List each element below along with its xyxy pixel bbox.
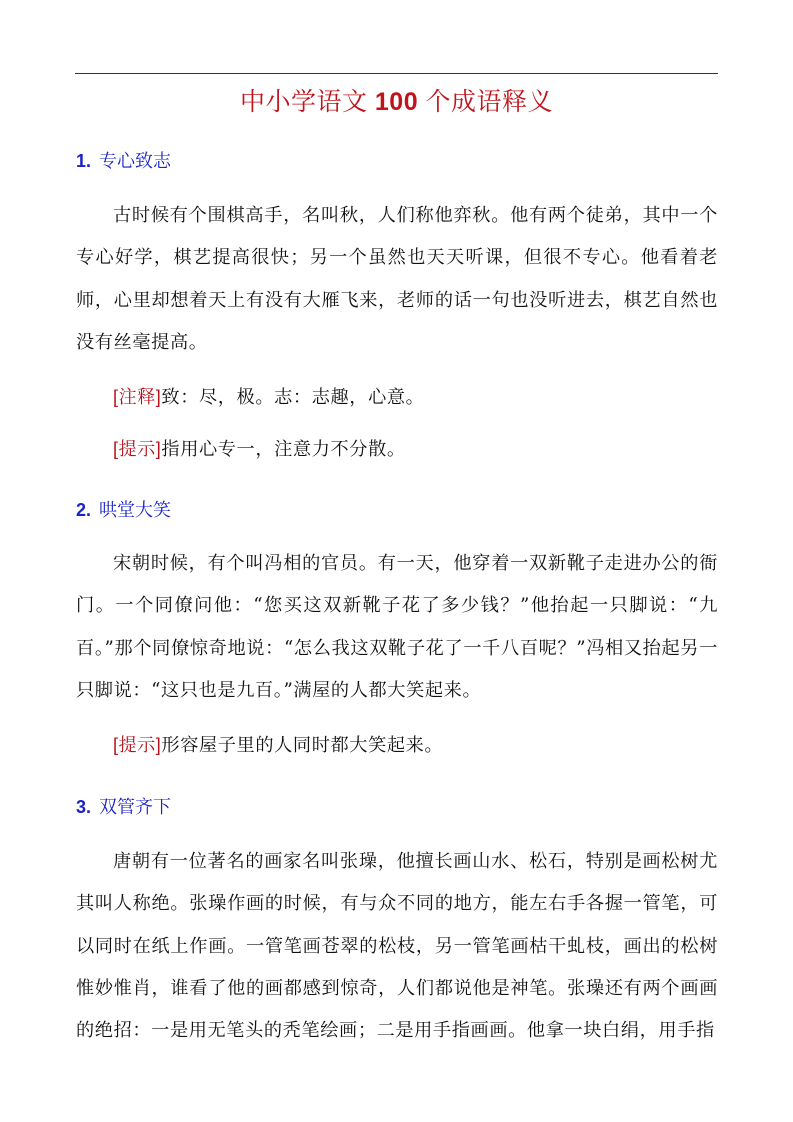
- section-story-3: 唐朝有一位著名的画家名叫张璪，他擅长画山水、松石，特别是画松树尤其叫人称绝。张璪作画的时候，有与众不同的地方，能左右手各握一管笔，可以同时在纸上作画。一管笔画苍翠的松枝，另一管笔画枯干虬枝，画出的松树惟妙惟肖，谁看了他的画都感到惊奇，人们都说他是神笔。张璪还有两个画画的绝招：一是用无笔头的秃笔绘画；二是用手指画画。他拿一块白绢，用手指: [76, 851, 718, 1042]
- section-number: 2.: [76, 500, 92, 520]
- section-note-1-2: [113, 435, 406, 461]
- section-heading-2: [76, 496, 171, 522]
- section-title: 双管齐下: [99, 797, 172, 817]
- note-tag: [注释]: [113, 387, 162, 407]
- note-tag: [提示]: [113, 735, 162, 755]
- note-text: 形容屋子里的人同时都大笑起来。: [161, 735, 444, 756]
- note-text: 指用心专一，注意力不分散。: [161, 439, 406, 460]
- section-heading-1: [76, 147, 171, 173]
- section-note-2-1: [113, 731, 443, 757]
- title-number: 100: [374, 88, 419, 116]
- note-text: 致：尽，极。志：志趣，心意。: [161, 387, 425, 408]
- note-tag: [提示]: [113, 439, 162, 459]
- section-number: 1.: [76, 151, 92, 171]
- section-story-2: 宋朝时候，有个叫冯相的官员。有一天，他穿着一双新靴子走进办公的衙门。一个同僚问他：“您买这双新靴子花了多少钱？”他抬起一只脚说：“九百。”那个同僚惊奇地说：“怎么我这双靴子花了一千八百呢？”冯相又抬起另一只脚说：“这只也是九百。”满屋的人都大笑起来。: [76, 553, 718, 701]
- section-number: 3.: [76, 797, 92, 817]
- section-story-1: 古时候有个围棋高手，名叫秋，人们称他弈秋。他有两个徒弟，其中一个专心好学，棋艺提高很快；另一个虽然也天天听课，但很不专心。他看着老师，心里却想着天上有没有大雁飞来，老师的话一句也没听进去，棋艺自然也没有丝毫提高。: [76, 205, 718, 353]
- title-suffix: 个成语释义: [418, 88, 554, 116]
- document-title: [0, 82, 793, 118]
- title-prefix: 中小学语文: [239, 88, 375, 116]
- header-rule: [75, 73, 718, 74]
- section-heading-3: [76, 793, 171, 819]
- section-title: 专心致志: [99, 151, 172, 171]
- section-title: 哄堂大笑: [99, 500, 172, 520]
- section-note-1-1: [113, 383, 424, 409]
